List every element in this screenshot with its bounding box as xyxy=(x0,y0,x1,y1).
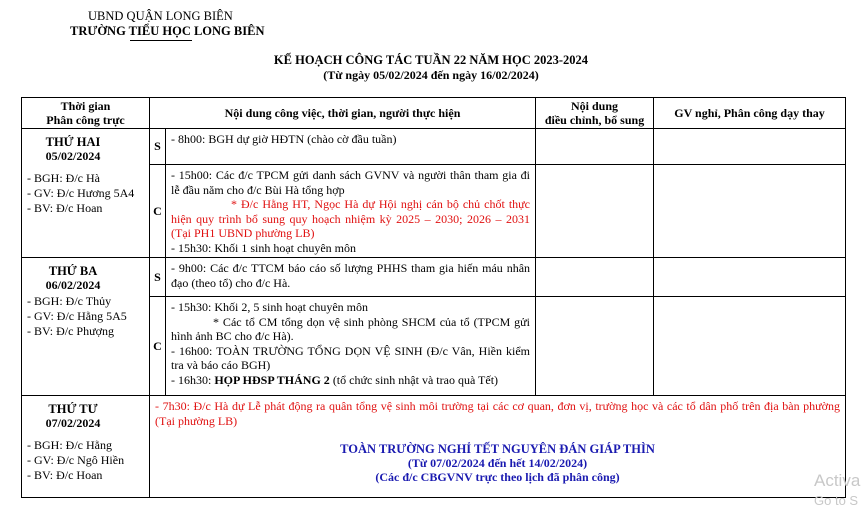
day-date: 07/02/2024 xyxy=(45,416,101,430)
task-item: - 8h00: BGH dự giờ HĐTN (chào cờ đầu tuần) xyxy=(171,132,397,146)
holiday-notice xyxy=(155,442,840,484)
header-row xyxy=(22,98,846,129)
substitute-cell xyxy=(654,258,846,297)
table-row-wednesday xyxy=(22,396,846,498)
duty-bgh: - BGH: Đ/c Thủy xyxy=(27,294,112,308)
content-tuesday-afternoon xyxy=(166,297,536,396)
school-name xyxy=(70,24,264,39)
col-time-duty xyxy=(22,98,150,129)
task-item-highlight: * Đ/c Hằng HT, Ngọc Hà dự Hội nghị cán bộ chủ chốt thực hiện quy trình bổ sung quy hoạch nhiệm kỳ 2025 – 2030; 2026 – 2031 (Tại PH1 UBND phường LB) xyxy=(171,197,531,240)
plan-title: KẾ HOẠCH CÔNG TÁC TUẦN 22 NĂM HỌC 2023-2024 xyxy=(273,53,589,67)
task-item: - 16h00: TOÀN TRƯỜNG TỔNG DỌN VỆ SINH (Đ/c Vân, Hiền kiểm tra và báo cáo BGH) xyxy=(171,343,531,372)
day-date: 05/02/2024 xyxy=(45,149,101,163)
adjust-cell xyxy=(536,258,654,297)
meeting-time: - 16h30: xyxy=(171,372,212,387)
day-cell-monday xyxy=(22,129,150,258)
plan-subtitle: (Từ ngày 05/02/2024 đến ngày 16/02/2024) xyxy=(323,68,539,82)
task-item: - 15h30: Khối 2, 5 sinh hoạt chuyên môn xyxy=(171,300,368,314)
duty-gv: - GV: Đ/c Hằng 5A5 xyxy=(27,309,127,323)
day-date: 06/02/2024 xyxy=(45,278,101,292)
session-afternoon: C xyxy=(150,165,166,258)
activation-watermark xyxy=(814,471,860,508)
task-item: - 15h30: Khối 1 sinh hoạt chuyên môn xyxy=(171,240,356,255)
task-item: * Các tổ CM tổng dọn vệ sinh phòng SHCM của tổ (TPCM gửi hình ảnh BC cho đ/c Hà). xyxy=(171,314,531,343)
adjust-cell xyxy=(536,297,654,396)
content-monday-afternoon xyxy=(166,165,536,258)
school-underline xyxy=(130,40,192,41)
school-name-text: TRƯỜNG TIỂU HỌC LONG BIÊN xyxy=(70,24,265,38)
col-content: Nội dung công việc, thời gian, người thực hiện xyxy=(150,98,536,129)
col-adjust-line2: điều chỉnh, bổ sung xyxy=(544,113,645,127)
schedule-table xyxy=(21,97,846,498)
watermark-line1: Activa xyxy=(814,471,861,490)
content-wednesday xyxy=(150,396,846,498)
substitute-cell xyxy=(654,297,846,396)
meeting-note: (tổ chức sinh nhật và trao quà Tết) xyxy=(332,372,499,387)
col-substitute: GV nghỉ, Phân công dạy thay xyxy=(654,98,846,129)
day-cell-wednesday xyxy=(22,396,150,498)
task-item-highlight: - 7h30: Đ/c Hà dự Lễ phát động ra quân tổng vệ sinh môi trường tại các cơ quan, đơn vị, trường học và các tổ dân phố trên địa bàn phường (Tại phường LB) xyxy=(155,399,841,428)
adjust-cell xyxy=(536,165,654,258)
day-name: THỨ HAI xyxy=(45,135,101,149)
content-monday-morning xyxy=(166,129,536,165)
substitute-cell xyxy=(654,129,846,165)
duty-bgh: - BGH: Đ/c Hằng xyxy=(27,438,112,452)
col-adjust xyxy=(536,98,654,129)
table-row-tuesday-morning xyxy=(22,258,846,297)
day-cell-tuesday xyxy=(22,258,150,396)
duty-bgh: - BGH: Đ/c Hà xyxy=(27,171,100,185)
holiday-dates: (Từ 07/02/2024 đến hết 14/02/2024) xyxy=(407,456,588,470)
col-duty-label: Phân công trực xyxy=(46,113,125,127)
duty-bv: - BV: Đ/c Hoan xyxy=(27,201,103,215)
day-name: THỨ BA xyxy=(48,264,98,278)
col-adjust-line1: Nội dung xyxy=(571,99,619,113)
duty-gv: - GV: Đ/c Hương 5A4 xyxy=(27,186,135,200)
session-morning: S xyxy=(150,129,166,165)
meeting-title: HỌP HĐSP THÁNG 2 xyxy=(214,372,330,387)
task-item: - 15h00: Các đ/c TPCM gửi danh sách GVNV và người thân tham gia đi lễ đầu năm cho đ/c Bùi Hà tổng hợp xyxy=(171,168,531,197)
adjust-cell xyxy=(536,129,654,165)
col-time-label: Thời gian xyxy=(60,99,111,113)
session-afternoon: C xyxy=(150,297,166,396)
task-item: - 9h00: Các đ/c TTCM báo cáo số lượng PHHS tham gia hiến máu nhân đạo (theo tổ) cho đ/c Hà. xyxy=(171,261,531,290)
task-item-meeting xyxy=(171,373,530,388)
duty-bv: - BV: Đ/c Hoan xyxy=(27,468,103,482)
day-name: THỨ TƯ xyxy=(48,402,98,416)
session-morning: S xyxy=(150,258,166,297)
watermark-line2: Go to S xyxy=(814,493,859,508)
duty-gv: - GV: Đ/c Ngô Hiền xyxy=(27,453,125,467)
org-name: UBND QUẬN LONG BIÊN xyxy=(88,9,233,23)
holiday-note: (Các đ/c CBGVNV trực theo lịch đã phân công) xyxy=(375,470,620,484)
holiday-title: TOÀN TRƯỜNG NGHỈ TẾT NGUYÊN ĐÁN GIÁP THÌN xyxy=(340,442,655,456)
duty-bv: - BV: Đ/c Phượng xyxy=(27,324,114,338)
substitute-cell xyxy=(654,165,846,258)
table-row-monday-morning xyxy=(22,129,846,165)
content-tuesday-morning xyxy=(166,258,536,297)
